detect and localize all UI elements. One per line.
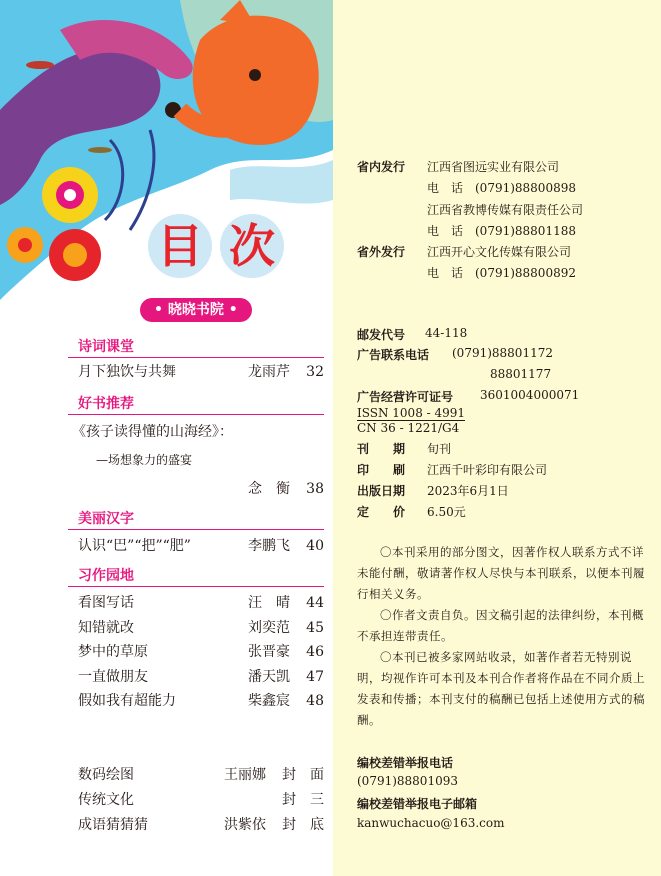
report-email-value[interactable]: kanwuchacuo@163.com — [357, 816, 505, 830]
section-divider — [68, 357, 324, 358]
imprint-panel — [333, 0, 661, 876]
notice-paragraph: 〇作者文责自负。因文稿引起的法律纠纷，本刊概不承担连带责任。 — [357, 608, 644, 643]
toc-title-char: 目 — [148, 214, 212, 278]
entry-title: 传统文化 — [78, 792, 134, 808]
entry-author: 念 衡 — [248, 481, 290, 497]
toc-title-char: 次 — [220, 214, 284, 278]
entry-title: 看图写话 — [78, 595, 134, 611]
section-divider — [68, 529, 324, 530]
entry-page: 封 底 — [282, 817, 324, 833]
entry-page: 32 — [306, 364, 324, 380]
notice-paragraph: 〇本刊采用的部分图文，因著作权人联系方式不详未能付酬，敬请著作权人尽快与本刊联系，以便本刊履行相关义务。 — [357, 545, 645, 601]
cn-number: CN 36 - 1221/G4 — [357, 421, 460, 435]
domestic-label: 省内发行 — [357, 160, 406, 174]
entry-title: 假如我有超能力 — [78, 693, 176, 709]
entry-title: 月下独饮与共舞 — [78, 364, 176, 380]
report-phone-label: 编校差错举报电话 — [357, 756, 454, 770]
price-value: 6.50元 — [427, 505, 466, 519]
toc-entry[interactable] — [78, 667, 324, 687]
domestic-phone: 电 话 (0791)88800898 — [427, 181, 576, 195]
column-badge: • 晓晓书院 • — [140, 298, 252, 322]
entry-subtitle: —场想象力的盛宴 — [96, 453, 193, 467]
notice-paragraph: 〇本刊已被多家网站收录，如著作者若无特别说明，均视作许可本刊及本刊合作者将作品在不同介质上发表和传播；本刊支付的稿酬已包括上述使用方式的稿酬。 — [357, 650, 645, 727]
entry-title: 梦中的草原 — [78, 644, 148, 660]
entry-title: 知错就改 — [78, 620, 134, 636]
entry-page: 48 — [306, 693, 324, 709]
period-value: 旬刊 — [427, 442, 452, 456]
toc-entry-author-line — [78, 479, 324, 499]
section-heading: 诗词课堂 — [78, 339, 134, 355]
entry-page: 38 — [306, 481, 324, 497]
toc-title — [148, 214, 288, 284]
section-heading: 好书推荐 — [78, 396, 134, 412]
postal-value: 44-118 — [425, 326, 468, 340]
entry-page: 45 — [306, 620, 324, 636]
entry-author: 洪紫依 — [224, 817, 266, 833]
toc-entry[interactable] — [78, 536, 324, 556]
report-phone-value: (0791)88801093 — [357, 774, 458, 788]
print-value: 江西千叶彩印有限公司 — [427, 463, 548, 477]
entry-page: 47 — [306, 669, 324, 685]
entry-page: 46 — [306, 644, 324, 660]
toc-entry[interactable] — [78, 593, 324, 613]
copyright-notice — [357, 542, 645, 731]
toc-extra-entry[interactable] — [78, 815, 324, 835]
toc-entry[interactable] — [78, 618, 324, 638]
toc-extra-entry[interactable] — [78, 790, 324, 810]
toc-entry[interactable] — [78, 362, 324, 382]
issn: ISSN 1008 - 4991 — [357, 406, 466, 420]
ad-license-label: 广告经营许可证号 — [357, 390, 454, 404]
domestic-org: 江西省图远实业有限公司 — [427, 160, 560, 174]
entry-author: 龙雨芹 — [248, 364, 290, 380]
entry-page: 封 面 — [282, 767, 324, 783]
report-email-label: 编校差错举报电子邮箱 — [357, 797, 478, 811]
toc-entry[interactable] — [78, 691, 324, 711]
section-divider — [68, 586, 324, 587]
entry-author: 潘天凯 — [248, 669, 290, 685]
entry-title: 《孩子读得懂的山海经》： — [72, 424, 233, 440]
entry-author: 刘奕范 — [248, 620, 290, 636]
entry-page: 封 三 — [282, 792, 324, 808]
entry-title: 一直做朋友 — [78, 669, 148, 685]
section-heading: 习作园地 — [78, 568, 134, 584]
postal-label: 邮发代号 — [357, 328, 406, 342]
price-label: 定 价 — [357, 505, 406, 519]
entry-author: 李鹏飞 — [248, 538, 290, 554]
entry-title: 认识“巴”“把”“肥” — [78, 538, 191, 554]
ad-phone-label: 广告联系电话 — [357, 348, 430, 362]
print-label: 印 刷 — [357, 463, 406, 477]
entry-page: 40 — [306, 538, 324, 554]
toc-extra-entry[interactable] — [78, 765, 324, 785]
entry-author: 张晋豪 — [248, 644, 290, 660]
toc-entry[interactable] — [72, 422, 324, 442]
ad-phone-1: (0791)88801172 — [452, 346, 553, 360]
ad-license-value: 3601004000071 — [480, 388, 580, 402]
entry-page: 44 — [306, 595, 324, 611]
entry-title: 成语猜猜猜 — [78, 817, 148, 833]
section-heading: 美丽汉字 — [78, 511, 134, 527]
domestic-phone: 电 话 (0791)88801188 — [427, 224, 576, 238]
date-label: 出版日期 — [357, 484, 406, 498]
ad-phone-2: 88801177 — [490, 367, 552, 381]
domestic-org: 江西省教博传媒有限责任公司 — [427, 203, 584, 217]
foreign-phone: 电 话 (0791)88800892 — [427, 266, 576, 280]
period-label: 刊 期 — [357, 442, 406, 456]
foreign-org: 江西开心文化传媒有限公司 — [427, 245, 572, 259]
date-value: 2023年6月1日 — [427, 484, 509, 498]
entry-title: 数码绘图 — [78, 767, 134, 783]
toc-entry[interactable] — [78, 642, 324, 662]
section-divider — [68, 414, 324, 415]
entry-author: 汪 晴 — [248, 595, 290, 611]
entry-author: 王丽娜 — [224, 767, 266, 783]
entry-author: 柴鑫宸 — [248, 693, 290, 709]
foreign-label: 省外发行 — [357, 245, 406, 259]
